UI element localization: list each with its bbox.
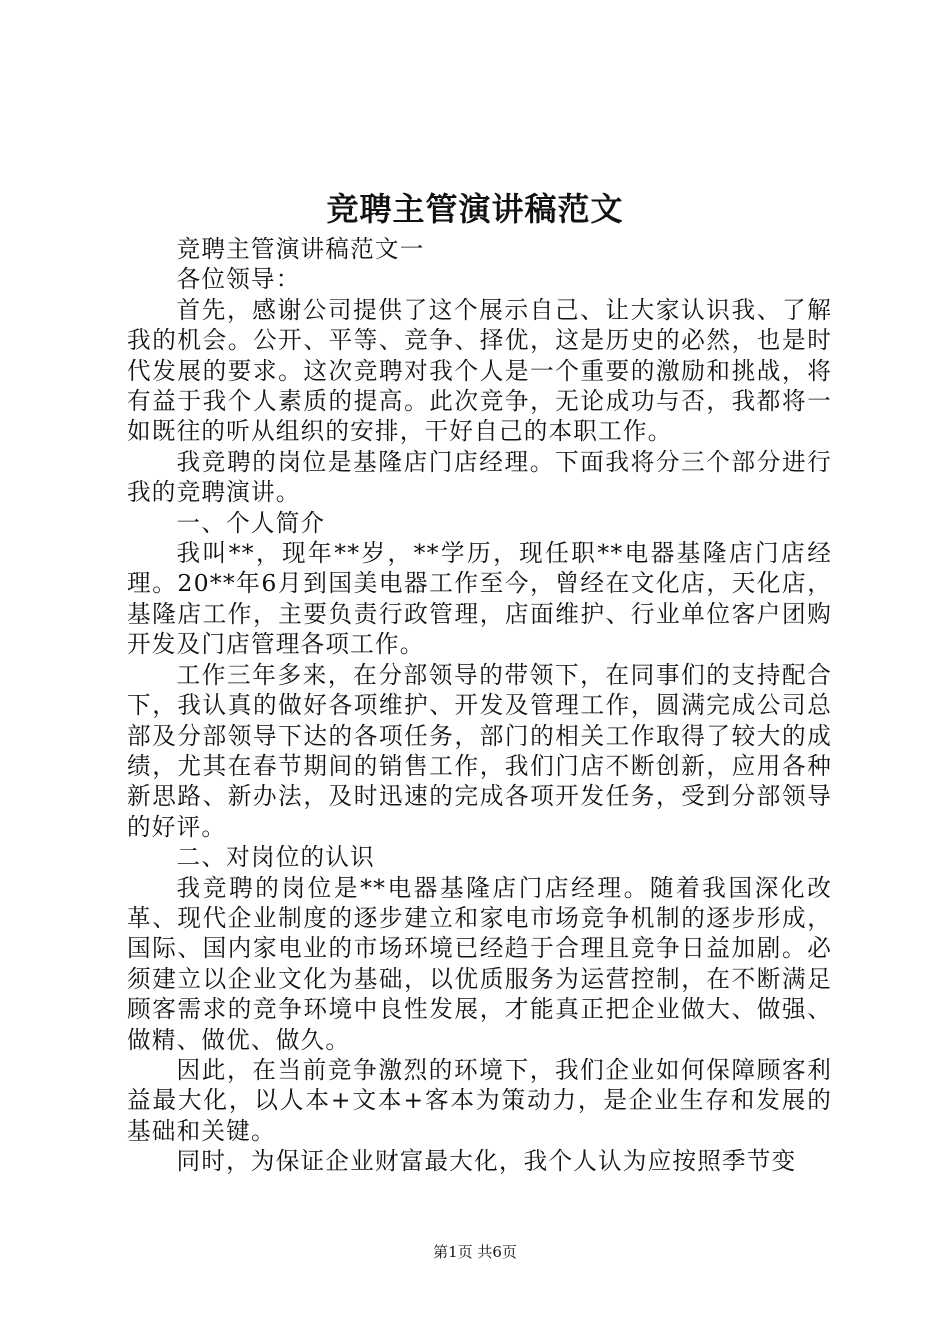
page-footer: 第1页 共6页 <box>433 1243 517 1261</box>
paragraph-personal-info: 我叫**，现年**岁，**学历，现任职**电器基隆店门店经理。20**年6月到国美电器工作至今，曾经在文化店，天化店，基隆店工作，主要负责行政管理，店面维护、行业单位客户团购开发及门店管理各项工作。 <box>127 539 832 659</box>
paragraph-role-understanding: 我竞聘的岗位是**电器基隆店门店经理。随着我国深化改革、现代企业制度的逐步建立和家电市场竞争机制的逐步形成，国际、国内家电业的市场环境已经趋于合理且竞争日益加剧。必须建立以企业文化为基础，以优质服务为运营控制，在不断满足顾客需求的竞争环境中良性发展，才能真正把企业做大、做强、做精、做优、做久。 <box>127 873 832 1054</box>
document-body <box>127 234 832 1177</box>
document-title: 竞聘主管演讲稿范文 <box>326 190 624 228</box>
section-heading-role: 二、对岗位的认识 <box>176 843 375 872</box>
paragraph-opening: 首先，感谢公司提供了这个展示自己、让大家认识我、了解我的机会。公开、平等、竞争、择优，这是历史的必然，也是时代发展的要求。这次竞聘对我个人是一个重要的激励和挑战，将有益于我个人素质的提高。此次竞争，无论成功与否，我都将一如既往的听从组织的安排，干好自己的本职工作。 <box>127 295 832 446</box>
paragraph-position-intro: 我竞聘的岗位是基隆店门店经理。下面我将分三个部分进行我的竞聘演讲。 <box>127 447 832 507</box>
paragraph-subtitle: 竞聘主管演讲稿范文一 <box>176 235 425 263</box>
paragraph-work-experience: 工作三年多来，在分部领导的带领下，在同事们的支持配合下，我认真的做好各项维护、开发及管理工作，圆满完成公司总部及分部领导下达的各项任务，部门的相关工作取得了较大的成绩，尤其在春节期间的销售工作，我们门店不断创新，应用各种新思路、新办法，及时迅速的完成各项开发任务，受到分部领导的好评。 <box>127 660 832 841</box>
paragraph-salutation: 各位领导： <box>176 265 301 294</box>
paragraph-competition: 因此，在当前竞争激烈的环境下，我们企业如何保障顾客利益最大化，以人本+文本+客本为策动力，是企业生存和发展的基础和关键。 <box>127 1055 832 1145</box>
section-heading-personal: 一、个人简介 <box>176 508 326 537</box>
paragraph-wealth: 同时，为保证企业财富最大化，我个人认为应按照季节变 <box>176 1147 797 1176</box>
